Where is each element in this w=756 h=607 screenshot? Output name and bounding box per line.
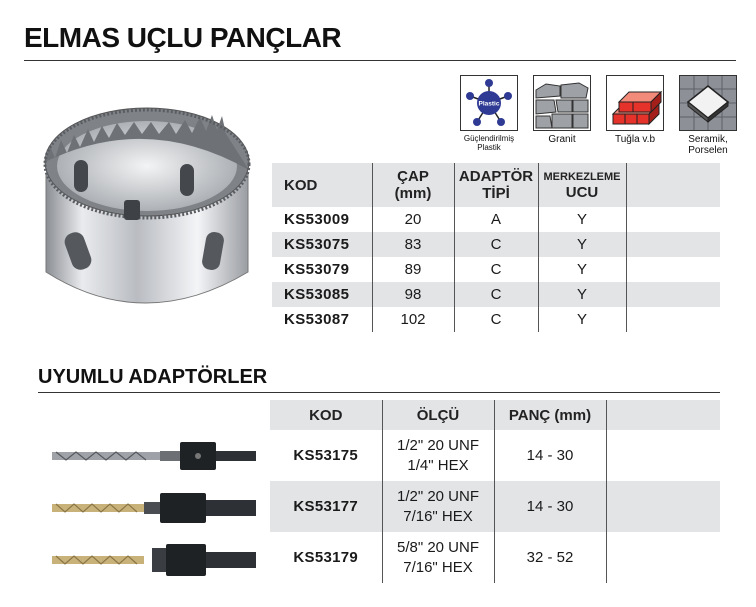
plastic-badge: Plastic bbox=[478, 100, 500, 108]
cell-empty bbox=[626, 282, 720, 307]
section-divider bbox=[38, 392, 720, 393]
granite-stone-icon bbox=[534, 76, 590, 130]
cell-merkezleme: Y bbox=[538, 257, 626, 282]
adapter-image-2 bbox=[52, 493, 256, 523]
material-granite bbox=[533, 75, 591, 145]
col-cap-line1: ÇAP bbox=[397, 168, 429, 185]
cell-olcu bbox=[382, 430, 494, 481]
table-row bbox=[272, 257, 720, 282]
cell-adaptor: C bbox=[454, 257, 538, 282]
cell-merkezleme: Y bbox=[538, 232, 626, 257]
material-label-plastic: Güçlendirilmiş Plastik bbox=[463, 134, 515, 152]
cell-merkezleme: Y bbox=[538, 207, 626, 232]
col-cap bbox=[372, 163, 454, 207]
cell-olcu-line2: 7/16" HEX bbox=[403, 507, 473, 525]
col-merkezleme-line1: MERKEZLEME bbox=[543, 171, 621, 183]
cell-cap: 83 bbox=[372, 232, 454, 257]
cell-kod: KS53179 bbox=[293, 548, 359, 566]
col-cap-line2: (mm) bbox=[394, 185, 432, 202]
page-title: ELMAS UÇLU PANÇLAR bbox=[24, 22, 342, 53]
cell-olcu-line1: 1/2" 20 UNF bbox=[396, 436, 480, 454]
cell-empty bbox=[626, 307, 720, 332]
col-panc: PANÇ (mm) bbox=[494, 400, 606, 430]
adapter-image-1 bbox=[52, 442, 256, 470]
table-row bbox=[272, 207, 720, 232]
table-row bbox=[270, 430, 720, 481]
cell-empty bbox=[606, 481, 720, 532]
col-adaptor bbox=[454, 163, 538, 207]
adapters-table bbox=[270, 400, 720, 583]
adapters-table-header bbox=[270, 400, 720, 430]
material-label-brick: Tuğla v.b bbox=[614, 134, 656, 145]
cell-cap: 89 bbox=[372, 257, 454, 282]
material-brick bbox=[606, 75, 664, 145]
cell-empty bbox=[606, 532, 720, 583]
table-row bbox=[270, 481, 720, 532]
table-row bbox=[272, 232, 720, 257]
cell-kod: KS53177 bbox=[270, 481, 382, 532]
cell-kod: KS53079 bbox=[284, 261, 350, 278]
cell-panc: 14 - 30 bbox=[494, 481, 606, 532]
cell-kod: KS53175 bbox=[293, 446, 359, 464]
cell-empty bbox=[626, 257, 720, 282]
cell-olcu bbox=[382, 481, 494, 532]
col-adaptor-line2: TİPİ bbox=[482, 185, 510, 202]
cell-cap: 20 bbox=[372, 207, 454, 232]
cell-olcu-line1: 5/8" 20 UNF bbox=[396, 538, 480, 556]
cell-kod: KS53087 bbox=[284, 311, 350, 328]
cell-empty bbox=[626, 232, 720, 257]
table-row bbox=[272, 282, 720, 307]
cell-adaptor: C bbox=[454, 307, 538, 332]
cell-olcu bbox=[382, 532, 494, 583]
adapter-images bbox=[40, 430, 270, 590]
product-table-header bbox=[272, 163, 720, 207]
table-row bbox=[272, 307, 720, 332]
col-kod: KOD bbox=[270, 400, 382, 430]
cell-merkezleme: Y bbox=[538, 307, 626, 332]
cell-empty bbox=[626, 207, 720, 232]
cell-adaptor: C bbox=[454, 232, 538, 257]
col-kod: KOD bbox=[272, 163, 372, 207]
material-label-ceramic: Seramik, Porselen bbox=[688, 134, 728, 156]
adapter-image-3 bbox=[52, 544, 256, 576]
col-merkezleme bbox=[538, 163, 626, 207]
cell-kod: KS53085 bbox=[272, 282, 372, 307]
diamond-hole-saw-image bbox=[34, 82, 260, 322]
cell-empty bbox=[606, 430, 720, 481]
col-merkezleme-line2: UCU bbox=[565, 184, 599, 201]
material-label-granite: Granit bbox=[548, 134, 576, 145]
cell-cap: 98 bbox=[372, 282, 454, 307]
cell-kod: KS53075 bbox=[272, 232, 372, 257]
col-olcu: ÖLÇÜ bbox=[382, 400, 494, 430]
ceramic-tile-icon bbox=[680, 76, 736, 130]
cell-olcu-line2: 7/16" HEX bbox=[403, 558, 473, 576]
cell-kod: KS53009 bbox=[284, 211, 350, 228]
cell-olcu-line1: 1/2" 20 UNF bbox=[396, 487, 480, 505]
product-table bbox=[272, 163, 720, 332]
material-icons bbox=[460, 75, 756, 165]
col-empty bbox=[626, 163, 720, 207]
cell-adaptor: C bbox=[454, 282, 538, 307]
col-empty bbox=[606, 400, 720, 430]
section-title-adapters: UYUMLU ADAPTÖRLER bbox=[38, 366, 268, 388]
col-adaptor-line1: ADAPTÖR bbox=[458, 168, 534, 185]
cell-olcu-line2: 1/4" HEX bbox=[407, 456, 469, 474]
title-divider bbox=[24, 60, 736, 61]
cell-cap: 102 bbox=[372, 307, 454, 332]
cell-panc: 32 - 52 bbox=[494, 532, 606, 583]
cell-merkezleme: Y bbox=[538, 282, 626, 307]
plastic-molecule-icon bbox=[461, 76, 517, 130]
cell-panc: 14 - 30 bbox=[494, 430, 606, 481]
cell-adaptor: A bbox=[454, 207, 538, 232]
material-plastic bbox=[460, 75, 518, 152]
brick-wall-icon bbox=[607, 76, 663, 130]
table-row bbox=[270, 532, 720, 583]
material-ceramic bbox=[679, 75, 737, 156]
